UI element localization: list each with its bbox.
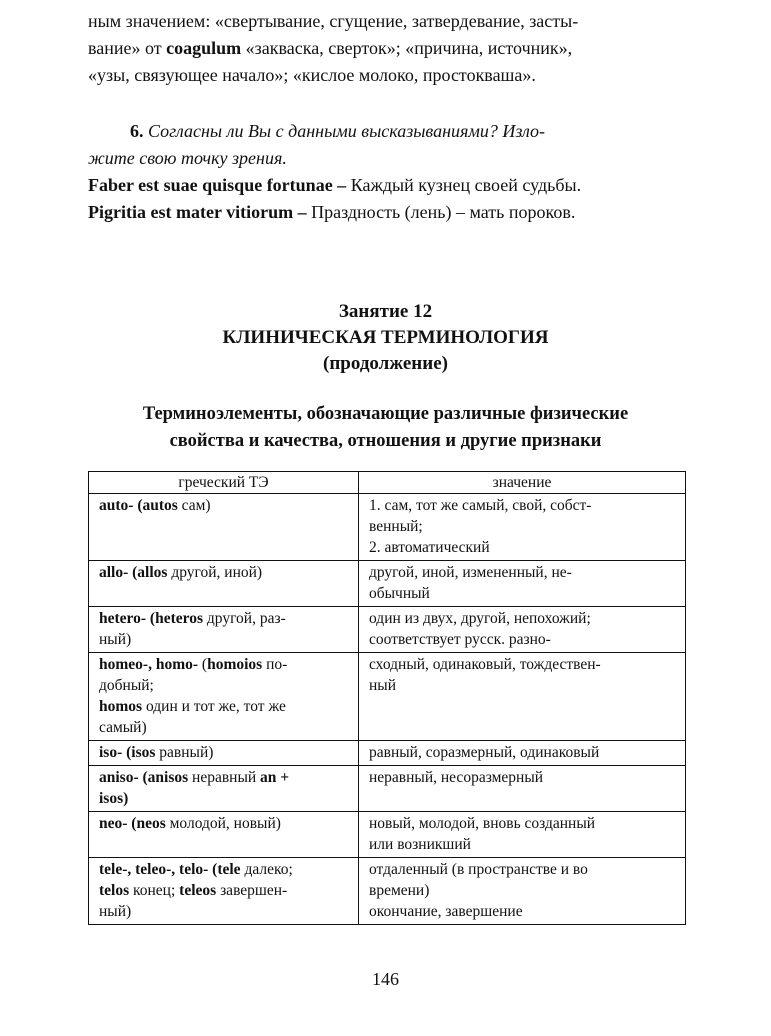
meaning-cell: равный, соразмерный, одинаковый [359, 741, 686, 766]
quote-1-translation: Каждый кузнец своей судьбы. [346, 175, 582, 195]
meaning-cell: сходный, одинаковый, тождествен- ный [359, 653, 686, 741]
term-cell: hetero- (heteros другой, раз- ный) [89, 607, 359, 653]
page-number: 146 [372, 969, 399, 989]
meaning-cell: 1. сам, тот же самый, свой, собст- венный; 2. автоматический [359, 494, 686, 561]
lesson-number: Занятие 12 [338, 301, 433, 322]
quote-1 [88, 172, 688, 199]
table-row [89, 812, 686, 858]
term-cell: iso- (isos равный) [89, 741, 359, 766]
latin-term-coagulum: coagulum [166, 38, 242, 58]
intro-line-2: вание» от coagulum «закваска, сверток»; «причина, источник», [88, 38, 573, 58]
quote-2-latin: Pigritia est mater vitiorum – [88, 202, 307, 222]
intro-line-1: ным значением: «свертывание, сгущение, затвердевание, засты- [88, 11, 579, 31]
table-row [89, 607, 686, 653]
table-row [89, 653, 686, 741]
meaning-cell: один из двух, другой, непохожий; соответствует русск. разно- [359, 607, 686, 653]
section-heading-line-2: свойства и качества, отношения и другие признаки [169, 431, 602, 451]
term-cell: homeo-, homo- (homoios по- добный; homos один и тот же, тот же самый) [89, 653, 359, 741]
exercise-prompt-line-2: жите свою точку зрения. [88, 148, 287, 168]
term-cell: allo- (allos другой, иной) [89, 561, 359, 607]
meaning-cell: неравный, несоразмерный [359, 766, 686, 812]
quote-1-latin: Faber est suae quisque fortunae – [88, 175, 347, 195]
intro-paragraph [88, 8, 688, 89]
intro-line-3: «узы, связующее начало»; «кислое молоко, простокваша». [88, 65, 536, 85]
term-cell: tele-, teleo-, telo- (tele далеко; telos конец; teleos завершен- ный) [89, 858, 359, 925]
meaning-cell: отдаленный (в пространстве и во времени) окончание, завершение [359, 858, 686, 925]
meaning-cell: другой, иной, измененный, не- обычный [359, 561, 686, 607]
lesson-subtitle: (продолжение) [323, 353, 448, 374]
quote-2-translation: Праздность (лень) – мать пороков. [306, 202, 576, 222]
lesson-title: КЛИНИЧЕСКАЯ ТЕРМИНОЛОГИЯ [222, 327, 549, 348]
meaning-cell: новый, молодой, вновь созданный или возникший [359, 812, 686, 858]
table-row [89, 494, 686, 561]
term-cell: auto- (autos сам) [89, 494, 359, 561]
table-row [89, 766, 686, 812]
table-row [89, 561, 686, 607]
section-heading-line-1: Терминоэлементы, обозначающие различные физические [142, 404, 629, 424]
header-meaning: значение [359, 472, 686, 494]
exercise-number: 6. [130, 121, 144, 141]
table-row [89, 741, 686, 766]
quote-2 [88, 199, 688, 226]
exercise-6 [88, 118, 688, 226]
term-cell: aniso- (anisos неравный an + isos) [89, 766, 359, 812]
table-row [89, 858, 686, 925]
terms-table [88, 471, 686, 925]
table-header-row [89, 472, 686, 494]
header-greek-term: греческий ТЭ [89, 472, 359, 494]
term-cell: neo- (neos молодой, новый) [89, 812, 359, 858]
exercise-prompt-line-1: 6. Согласны ли Вы с данными высказываниями? Изло- [130, 121, 546, 141]
